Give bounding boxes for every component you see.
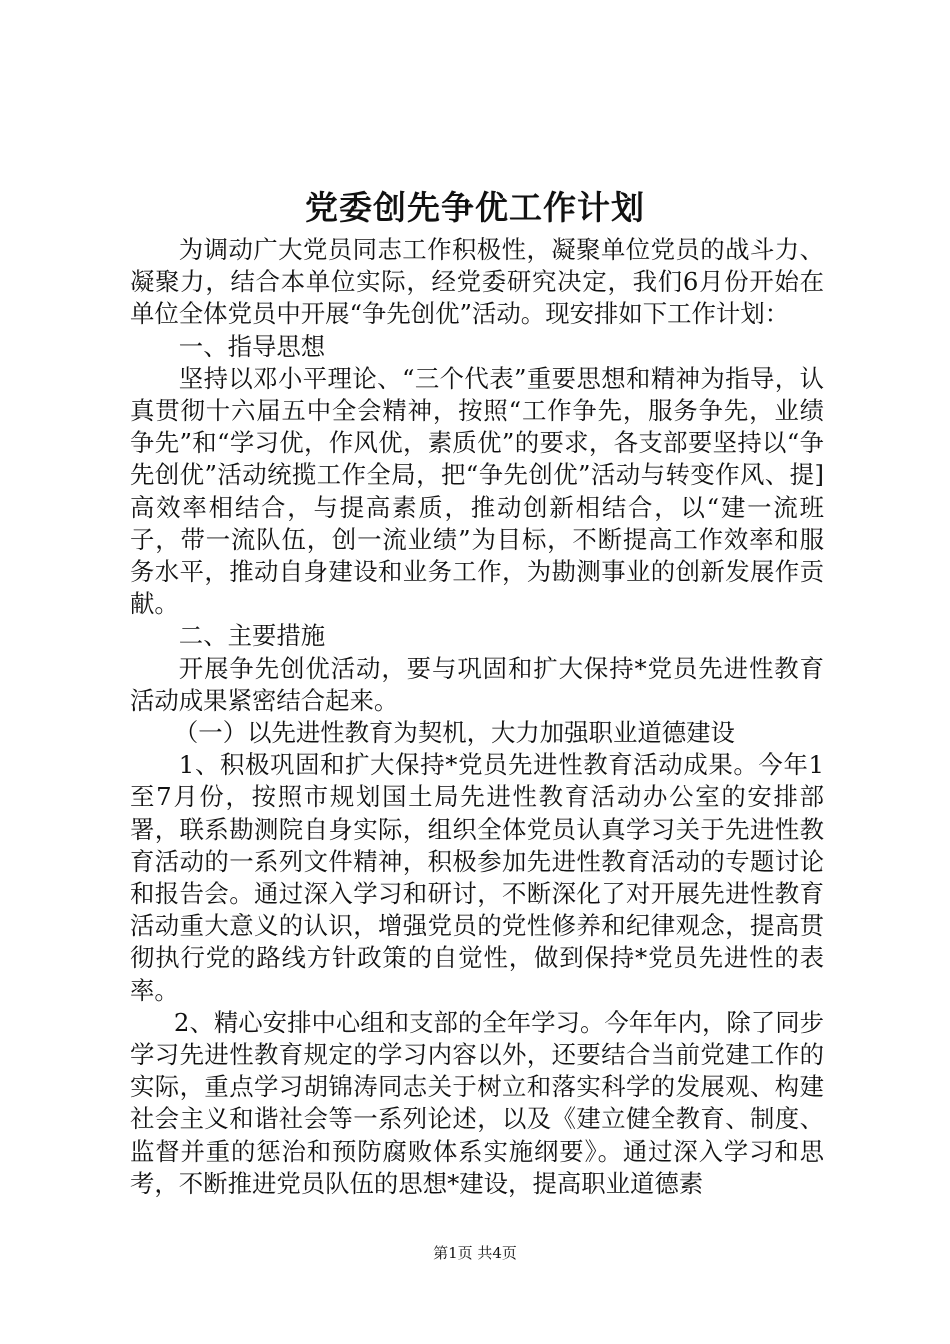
paragraph-guiding-thought: 坚持以邓小平理论、“三个代表”重要思想和精神为指导，认真贯彻十六届五中全会精神，按照“工作争先，服务争先，业绩争先”和“学习优，作风优，素质优”的要求，各支部要坚持以“争先创优”活动统揽工作全局，把“争先创优”活动与转变作风、提]高效率相结合，与提高素质，推动创新相结合，以“建一流班子，带一流队伍，创一流业绩”为目标，不断提高工作效率和服务水平，推动自身建设和业务工作，为勘测事业的创新发展作贡献。 (130, 363, 824, 619)
heading-guiding-thought: 一、指导思想 (178, 331, 326, 361)
document-title: 党委创先争优工作计划 (305, 188, 645, 227)
page-number-footer: 第1页 共4页 (433, 1244, 517, 1262)
paragraph-item-2: 2、精心安排中心组和支部的全年学习。今年年内，除了同步学习先进性教育规定的学习内容以外，还要结合当前党建工作的实际，重点学习胡锦涛同志关于树立和落实科学的发展观、构建社会主义和谐社会等一系列论述，以及《建立健全教育、制度、监督并重的惩治和预防腐败体系实施纲要》。通过深入学习和思考，不断推进党员队伍的思想*建设，提高职业道德素 (130, 1007, 824, 1198)
paragraph-main-measures: 开展争先创优活动，要与巩固和扩大保持*党员先进性教育活动成果紧密结合起来。 (130, 653, 824, 715)
paragraph-intro: 为调动广大党员同志工作积极性，凝聚单位党员的战斗力、凝聚力，结合本单位实际，经党委研究决定，我们6月份开始在单位全体党员中开展“争先创优”活动。现安排如下工作计划： (130, 235, 824, 329)
heading-main-measures: 二、主要措施 (178, 621, 326, 651)
document-body (130, 234, 824, 1200)
subheading-section-one: （一）以先进性教育为契机，大力加强职业道德建设 (173, 718, 735, 748)
paragraph-item-1: 1、积极巩固和扩大保持*党员先进性教育活动成果。今年1至7月份，按照市规划国土局先进性教育活动办公室的安排部署，联系勘测院自身实际，组织全体党员认真学习关于先进性教育活动的一系列文件精神，积极参加先进性教育活动的专题讨论和报告会。通过深入学习和研讨，不断深化了对开展先进性教育活动重大意义的认识，增强党员的党性修养和纪律观念，提高贯彻执行党的路线方针政策的自觉性，做到保持*党员先进性的表率。 (130, 750, 824, 1005)
